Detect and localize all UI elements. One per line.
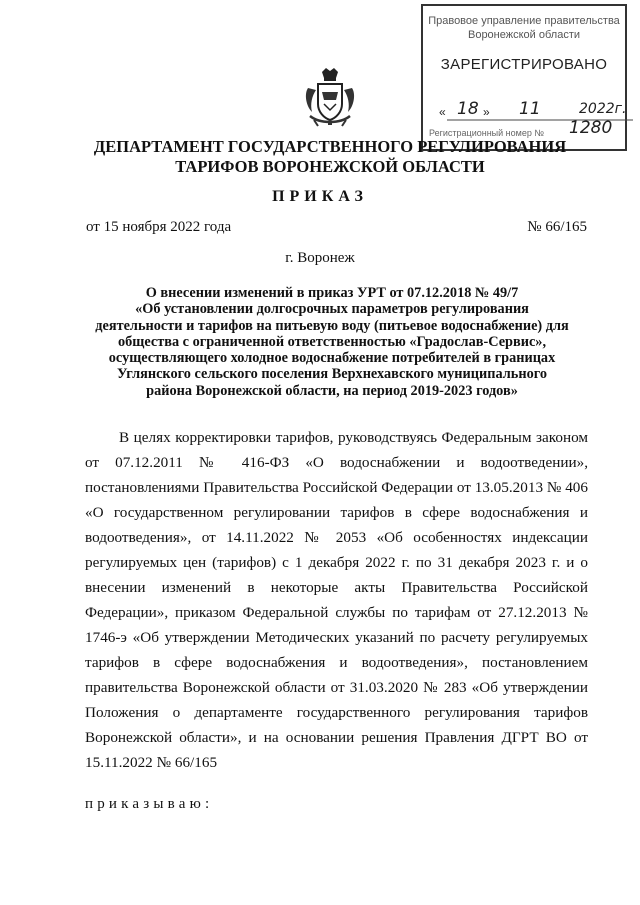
preamble-paragraph: В целях корректировки тарифов, руководствуясь Федеральным законом от 07.12.2011 № 416-ФЗ «О водоснабжении и водоотведении», постановлениями Правительства Российской Федерации от 13.05.2013 № 406 «О государственном регулировании тарифов в сфере водоснабжения и водоотведения», от 14.11.2022 № 2053 «Об особенностях индексации регулируемых цен (тарифов) с 1 декабря 2022 г. по 31 декабря 2023 г. и о внесении изменений в некоторые акты Правительства Российской Федерации», приказом Федеральной службы по тарифам от 27.12.2013 № 1746-э «Об утверждении Методических указаний по расчету регулируемых тарифов в сфере водоснабжения и водоотведения», постановлением правительства Воронежской области от 31.03.2020 № 283 «Об утверждении Положения о департаменте государственного регулирования тарифов Воронежской области», и на основании решения Правления ДГРТ ВО от 15.11.2022 № 66/165 — [85, 429, 588, 771]
stamp-organization — [423, 14, 625, 42]
stamp-number-label: Регистрационный номер № — [429, 128, 545, 138]
order-title — [82, 285, 582, 399]
title-line: «Об установлении долгосрочных параметров регулирования — [135, 301, 529, 318]
registration-stamp — [421, 4, 627, 151]
stamp-org-line1: Правовое управление правительства — [428, 15, 620, 27]
title-line: деятельности и тарифов на питьевую воду (питьевое водоснабжение) для — [95, 317, 569, 334]
city: г. Воронеж — [285, 250, 355, 266]
closing-decree: приказываю: — [85, 796, 214, 812]
stamp-number: 1280 — [569, 118, 613, 138]
document-type: ПРИКАЗ — [272, 188, 368, 205]
title-line: общества с ограниченной ответственностью «Градослав-Сервис», — [117, 333, 547, 350]
title-line: Углянского сельского поселения Верхнехавского муниципального — [116, 366, 547, 383]
stamp-registered-label: ЗАРЕГИСТРИРОВАНО — [440, 56, 608, 73]
department-line2: ТАРИФОВ ВОРОНЕЖСКОЙ ОБЛАСТИ — [175, 157, 485, 176]
title-line: О внесении изменений в приказ УРТ от 07.12.2018 № 49/7 — [145, 285, 519, 301]
stamp-month: 11 — [519, 99, 541, 119]
stamp-year: 2022г. — [579, 101, 627, 117]
stamp-day: 18 — [457, 99, 479, 119]
department-line1: ДЕПАРТАМЕНТ ГОСУДАРСТВЕННОГО РЕГУЛИРОВАНИЯ — [93, 137, 567, 156]
coat-of-arms-icon — [300, 66, 360, 130]
stamp-date: « 18 » 11 2022г. — [433, 101, 619, 123]
title-line: осуществляющего холодное водоснабжение потребителей в границах — [108, 350, 556, 367]
stamp-org-line2: Воронежской области — [467, 29, 580, 41]
department-heading — [60, 137, 600, 177]
order-date: от 15 ноября 2022 года — [86, 219, 232, 235]
order-number: № 66/165 — [527, 219, 587, 235]
title-line: района Воронежской области, на период 2019-2023 годов» — [146, 382, 518, 399]
preamble — [85, 425, 588, 775]
